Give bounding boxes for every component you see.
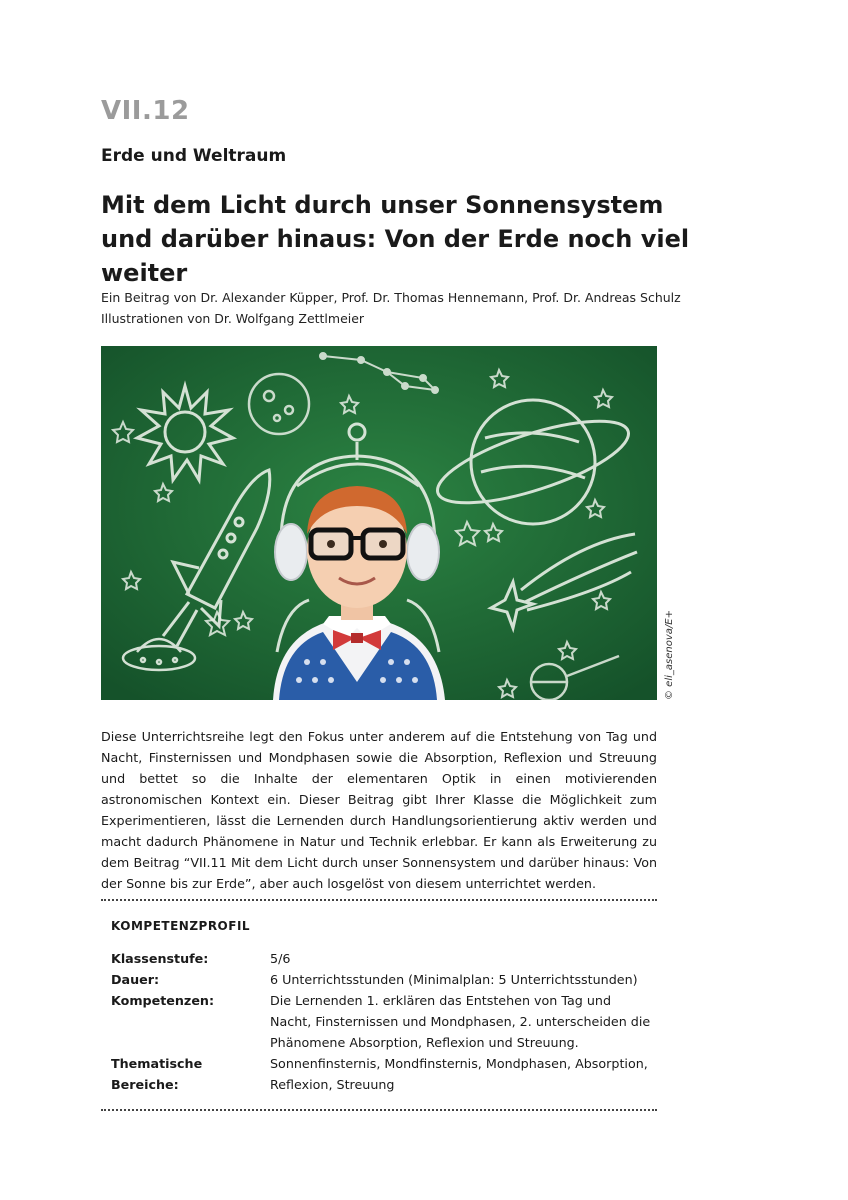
divider-bottom	[101, 1109, 657, 1111]
page-title: Mit dem Licht durch unser Sonnensystem und darüber hinaus: Von der Erde noch viel weiter	[101, 191, 690, 287]
profile-row-thematische-bereiche	[111, 1053, 651, 1095]
hero-image	[101, 346, 657, 700]
profile-value: Die Lernenden 1. erklären das Entstehen von Tag und Nacht, Finsternissen und Mondphasen, 2. unterscheiden die Phänomene Absorption, Reflexion und Streuung.	[270, 993, 651, 1050]
profile-row-dauer	[111, 969, 651, 990]
illustrations-line: Illustrationen von Dr. Wolfgang Zettlmeier	[101, 311, 365, 326]
byline	[101, 287, 701, 329]
profile-value: 5/6	[270, 951, 291, 966]
chalkboard-illustration	[101, 346, 657, 700]
chapter-number: VII.12	[101, 96, 190, 126]
competence-profile	[111, 948, 651, 1095]
authors-line: Ein Beitrag von Dr. Alexander Küpper, Prof. Dr. Thomas Hennemann, Prof. Dr. Andreas Schulz	[101, 290, 681, 305]
profile-label: Klassenstufe:	[111, 951, 209, 966]
profile-label: Thematische Bereiche:	[111, 1056, 203, 1092]
image-credit: © eli_asenova/E+	[664, 610, 675, 700]
profile-label: Kompetenzen:	[111, 993, 215, 1008]
divider-top	[101, 899, 657, 901]
intro-paragraph: Diese Unterrichtsreihe legt den Fokus unter anderem auf die Entstehung von Tag und Nacht, Finsternissen und Mondphasen sowie die Absorption, Reflexion und Streuung und bettet so die Inhalte der elementaren Optik in einen motivierenden astronomischen Kontext ein. Dieser Beitrag gibt Ihrer Klasse die Möglichkeit zum Experimentieren, lässt die Lernenden durch Handlungsorientierung aktiv werden und macht dadurch Phänomene in Natur und Technik erlebbar. Er kann als Erweiterung zu dem Beitrag “VII.11 Mit dem Licht durch unser Sonnensystem und darüber hinaus: Von der Sonne bis zur Erde”, aber auch losgelöst von diesem unterrichtet werden.	[101, 729, 657, 891]
profile-row-klassenstufe	[111, 948, 651, 969]
profile-value: 6 Unterrichtsstunden (Minimalplan: 5 Unterrichtsstunden)	[270, 972, 638, 987]
profile-value: Sonnenfinsternis, Mondfinsternis, Mondphasen, Absorption, Reflexion, Streuung	[270, 1056, 648, 1092]
profile-label: Dauer:	[111, 972, 160, 987]
subject-heading: Erde und Weltraum	[101, 146, 287, 166]
profile-row-kompetenzen	[111, 990, 651, 1053]
profile-heading: KOMPETENZPROFIL	[111, 919, 251, 933]
